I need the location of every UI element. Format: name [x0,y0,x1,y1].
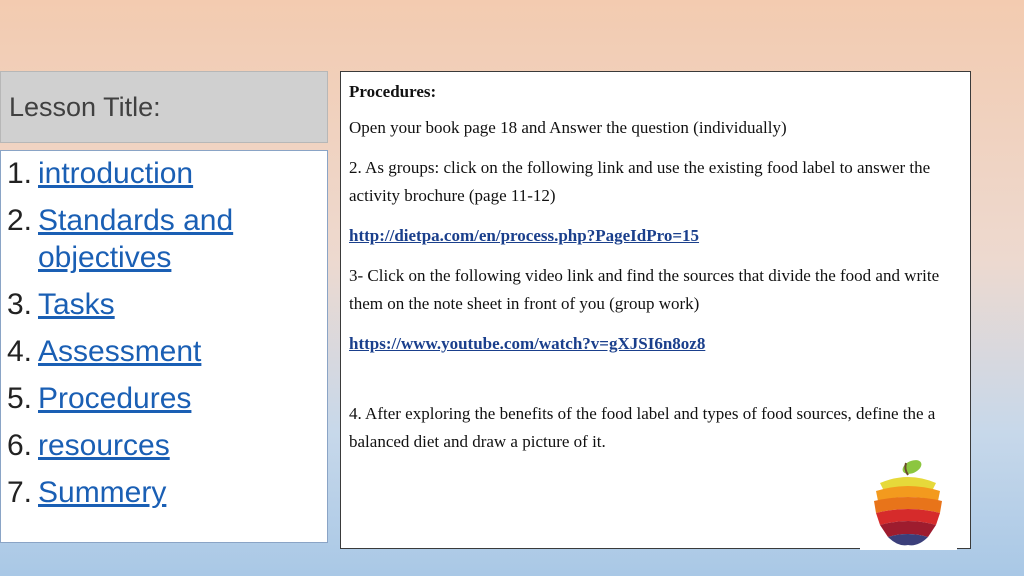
menu-link-summery[interactable]: Summery [38,476,167,509]
menu-item-tasks[interactable] [7,286,327,323]
menu-item-number: 4. [7,335,33,368]
procedure-step-2: 2. As groups: click on the following link and use the existing food label to answer the activity brochure (page 11-12) [349,158,931,205]
menu-item-summery[interactable] [7,474,327,511]
menu-item-standards[interactable] [7,202,327,276]
procedure-step-4: 4. After exploring the benefits of the food label and types of food sources, define the a balanced diet and draw a picture of it. [349,404,936,451]
fruit-apple-image [860,453,957,550]
procedure-step-3: 3- Click on the following video link and find the sources that divide the food and write them on the note sheet in front of you (group work) [349,266,940,313]
menu-link-resources[interactable]: resources [38,429,170,462]
menu-link-tasks[interactable]: Tasks [38,288,115,321]
apple-illustration [860,453,957,550]
menu-item-introduction[interactable] [7,155,327,192]
menu-item-assessment[interactable] [7,333,327,370]
menu-item-procedures[interactable] [7,380,327,417]
dietpa-link[interactable]: http://dietpa.com/en/process.php?PageIdPro=15 [349,226,700,245]
procedures-heading: Procedures: [349,82,437,101]
procedure-step-1: Open your book page 18 and Answer the question (individually) [349,118,787,137]
lesson-title: Lesson Title: [9,91,161,122]
youtube-link[interactable]: https://www.youtube.com/watch?v=gXJSI6n8oz8 [349,334,706,353]
menu-item-resources[interactable] [7,427,327,464]
menu-item-number: 2. [7,204,33,237]
menu-link-procedures[interactable]: Procedures [38,382,192,415]
menu-link-introduction[interactable]: introduction [38,157,194,190]
menu-item-number: 7. [7,476,33,509]
menu-item-number: 3. [7,288,33,321]
menu-link-standards[interactable]: Standards and objectives [38,204,234,274]
lesson-menu [0,150,328,543]
menu-item-number: 5. [7,382,33,415]
menu-link-assessment[interactable]: Assessment [38,335,202,368]
lesson-title-box [0,71,328,143]
menu-item-number: 1. [7,157,33,190]
spacer [349,370,962,400]
menu-item-number: 6. [7,429,33,462]
